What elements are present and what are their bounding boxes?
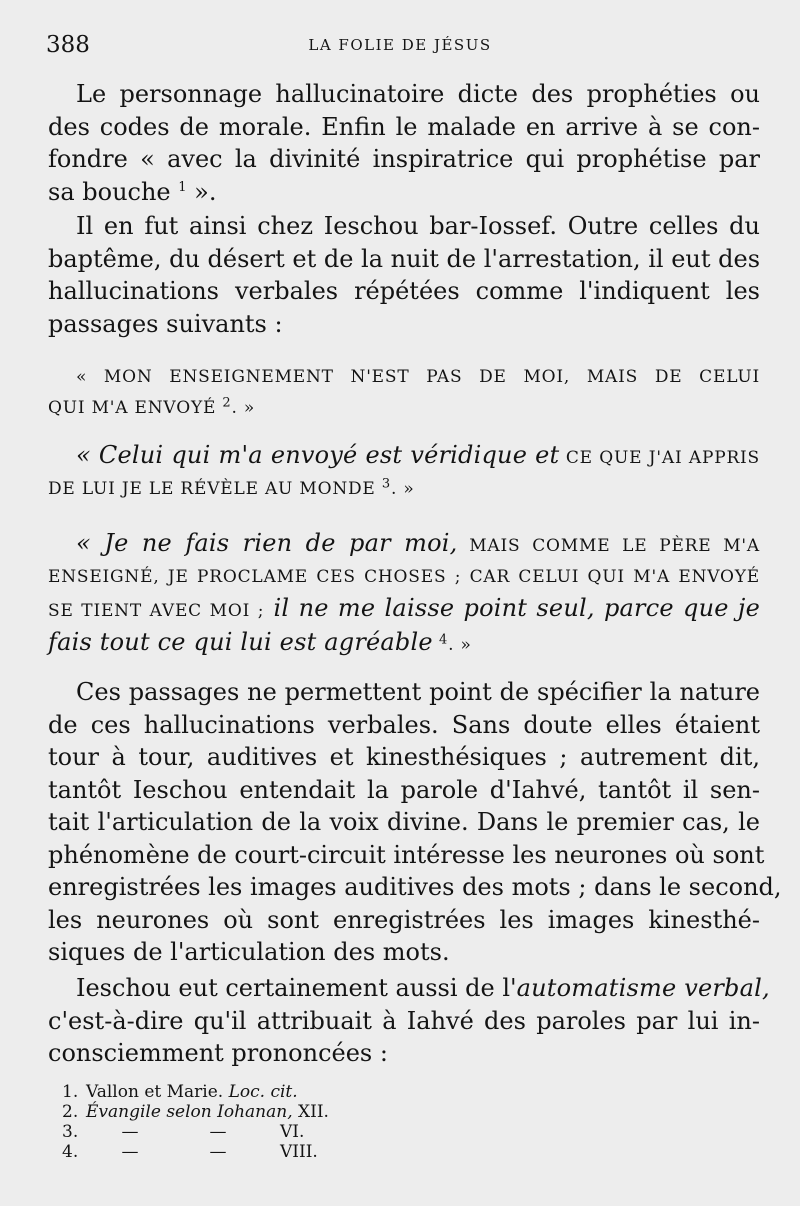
text-span: . » — [231, 398, 256, 418]
footnote-text: VI. — [280, 1122, 305, 1142]
paragraph-2 — [48, 210, 760, 340]
text-line: phénomène de court-circuit intéresse les neurones où sont — [48, 840, 765, 869]
italic-text: automatisme verbal, — [516, 974, 770, 1002]
text-line: hallucinations verbales répétées comme l'indiquent les — [48, 277, 760, 305]
italic-text: « Je ne fais rien de par moi, — [76, 529, 458, 557]
text-span: ». — [186, 177, 217, 206]
page-number: 388 — [46, 32, 90, 58]
footnote-2 — [62, 1102, 329, 1122]
italic-text: « Celui qui m'a envoyé est véridique et — [76, 441, 560, 469]
text-line: Ces passages ne permettent point de spécifier la nature — [76, 678, 760, 706]
quote-1 — [48, 362, 760, 424]
page-header — [46, 32, 754, 60]
text-span: DE LUI JE LE RÉVÈLE AU MONDE — [48, 479, 376, 499]
paragraph-4 — [48, 972, 770, 1070]
ditto-dash: — — [121, 1142, 139, 1162]
text-line: baptême, du désert et de la nuit de l'arrestation, il eut des — [48, 244, 761, 273]
text-line: des codes de morale. Enfin le malade en arrive à se con- — [48, 112, 760, 141]
text-span: sa bouche — [48, 177, 171, 206]
footnote-ref: 1 — [178, 179, 187, 195]
running-title: LA FOLIE DE JÉSUS — [308, 36, 492, 54]
text-line: tantôt Ieschou entendait la parole d'Iahvé, tantôt il sen- — [48, 775, 760, 804]
text-line — [48, 176, 760, 209]
footnote-ref: 2 — [222, 395, 232, 411]
footnote-italic: Loc. cit. — [228, 1082, 298, 1102]
text-line: siques de l'articulation des mots. — [48, 938, 450, 966]
footnote-3 — [62, 1122, 329, 1142]
text-span: Ieschou eut certainement aussi de l' — [76, 974, 517, 1002]
paragraph-3 — [48, 676, 782, 969]
footnote-text: VIII. — [280, 1142, 318, 1162]
italic-text: fais tout ce qui lui est agréable — [48, 628, 433, 656]
footnote-number: 3. — [62, 1122, 79, 1142]
text-line: « MON ENSEIGNEMENT N'EST PAS DE MOI, MAIS DE CELUI — [76, 367, 760, 387]
text-span: QUI M'A ENVOYÉ — [48, 398, 217, 418]
italic-text: il ne me laisse point seul, parce que je — [264, 594, 760, 622]
text-span: CE QUE J'AI APPRIS — [559, 448, 760, 468]
text-line: ENSEIGNÉ, JE PROCLAME CES CHOSES ; CAR CELUI QUI M'A ENVOYÉ — [48, 567, 760, 587]
footnote-text: Vallon et Marie. — [86, 1082, 224, 1102]
footnote-ref: 4 — [438, 632, 449, 648]
text-span: . » — [448, 635, 472, 655]
footnote-number: 1. — [62, 1082, 79, 1102]
text-span: SE TIENT AVEC MOI ; — [48, 601, 265, 621]
text-line — [48, 972, 770, 1005]
text-line: consciemment prononcées : — [48, 1039, 388, 1067]
text-span: MAIS COMME LE PÈRE M'A — [457, 536, 760, 556]
footnote-ref: 3 — [381, 476, 391, 492]
text-line — [48, 440, 760, 474]
footnotes — [62, 1082, 329, 1162]
footnote-number: 2. — [62, 1102, 79, 1122]
text-line: Il en fut ainsi chez Ieschou bar-Iossef. Outre celles du — [76, 212, 760, 240]
footnote-text: XII. — [298, 1102, 329, 1122]
quote-3 — [48, 528, 760, 661]
ditto-dash: — — [209, 1122, 227, 1142]
text-line: c'est-à-dire qu'il attribuait à Iahvé des paroles par lui in- — [48, 1006, 760, 1035]
footnote-4 — [62, 1142, 329, 1162]
ditto-dash: — — [121, 1122, 139, 1142]
text-line: tour à tour, auditives et kinesthésiques ; autrement dit, — [48, 743, 760, 771]
text-line — [48, 627, 760, 661]
text-line — [48, 528, 760, 562]
text-line — [48, 593, 760, 627]
text-line: les neurones où sont enregistrées les images kinesthé- — [48, 905, 760, 934]
text-line: de ces hallucinations verbales. Sans doute elles étaient — [48, 710, 760, 739]
footnote-italic: Évangile selon Iohanan, — [86, 1102, 293, 1122]
quote-2 — [48, 440, 760, 505]
text-line — [48, 393, 760, 424]
text-line: Le personnage hallucinatoire dicte des prophéties ou — [76, 80, 760, 108]
paragraph-1 — [48, 78, 760, 208]
ditto-dash: — — [209, 1142, 227, 1162]
text-line: fondre « avec la divinité inspiratrice qui prophétise par — [48, 145, 760, 173]
text-line — [48, 474, 760, 505]
text-line: passages suivants : — [48, 309, 283, 338]
footnote-1 — [62, 1082, 329, 1102]
text-line: enregistrées les images auditives des mots ; dans le second, — [48, 873, 782, 901]
text-line: tait l'articulation de la voix divine. Dans le premier cas, le — [48, 808, 760, 836]
footnote-number: 4. — [62, 1142, 79, 1162]
text-span: . » — [390, 479, 415, 499]
